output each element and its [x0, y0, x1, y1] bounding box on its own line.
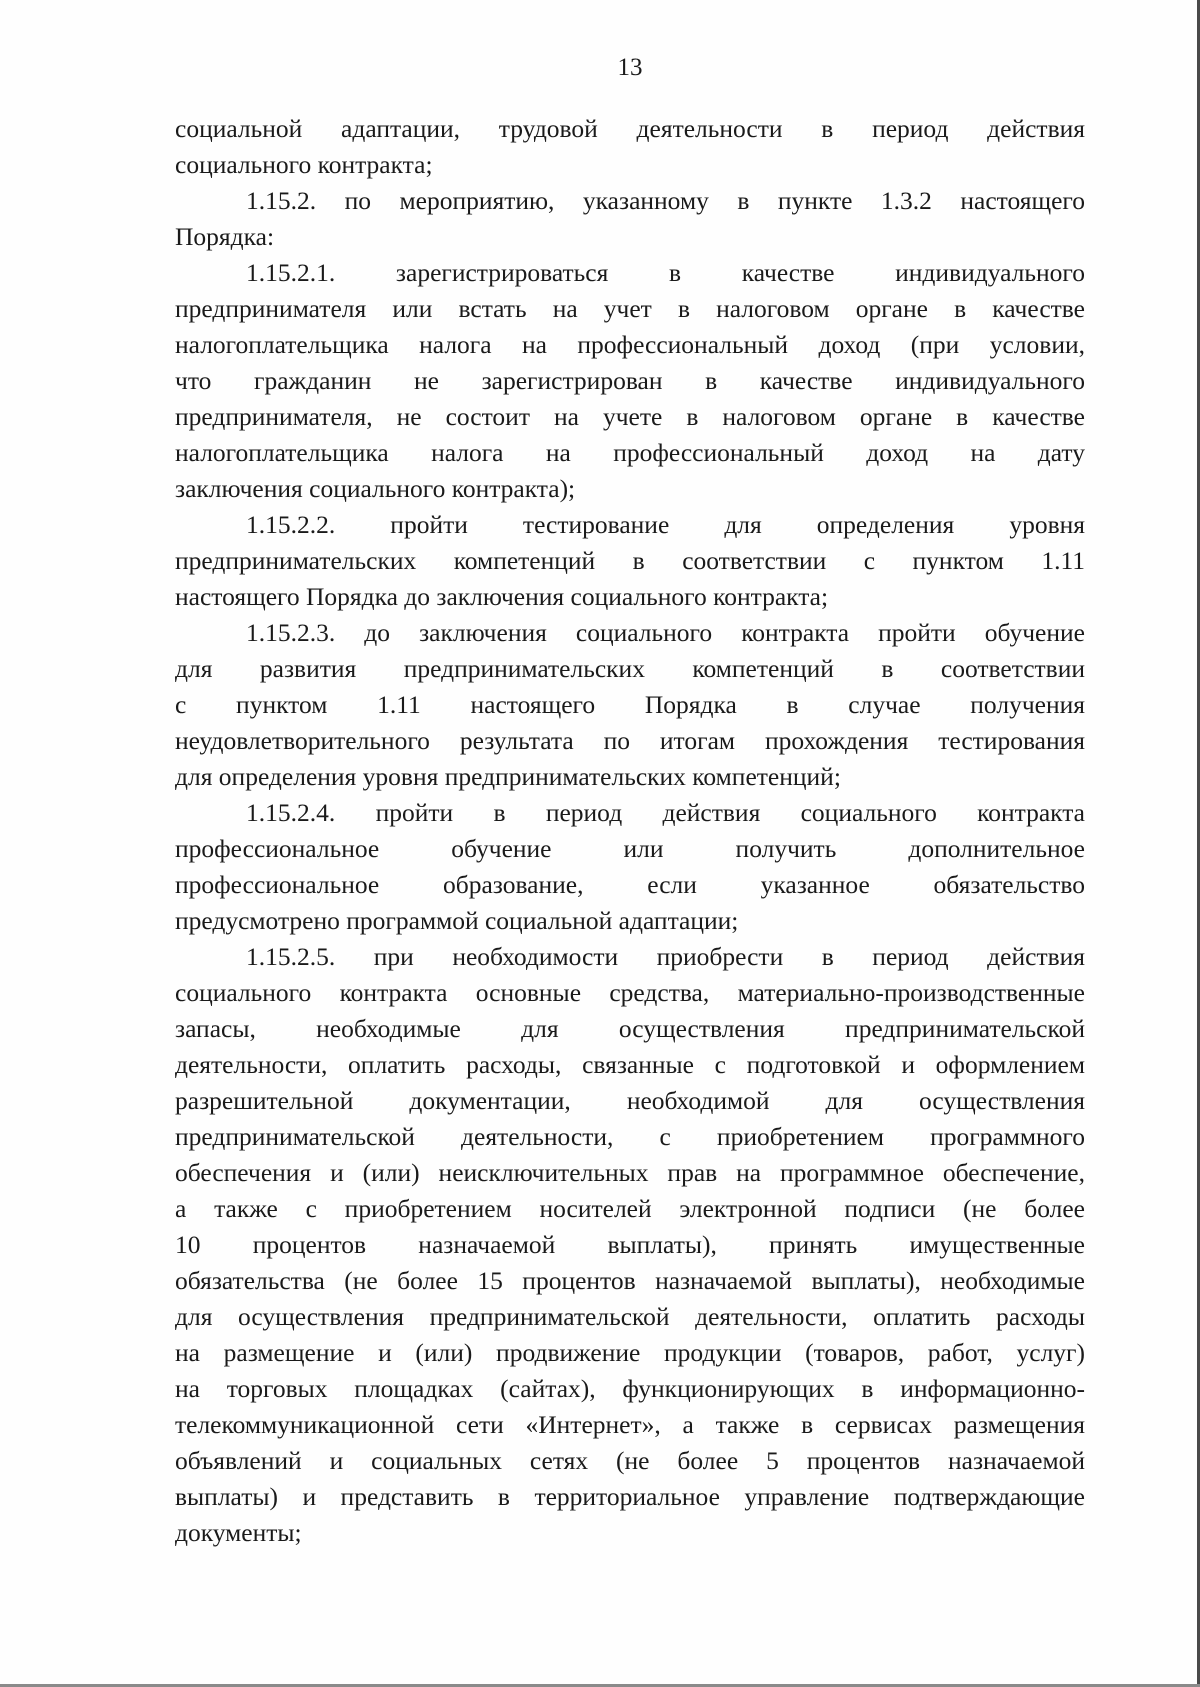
paragraph-line: социального контракта; [175, 150, 433, 179]
paragraph-line: социальной адаптации, трудовой деятельности в период действия [175, 114, 1085, 143]
paragraph-first-line: 1.15.2.3. до заключения социального контракта пройти обучение [246, 618, 1085, 647]
paragraph-line: 10 процентов назначаемой выплаты), принять имущественные [175, 1230, 1085, 1259]
page-number: 13 [617, 54, 643, 81]
paragraph-line: что гражданин не зарегистрирован в качестве индивидуального [175, 366, 1085, 395]
paragraph-first-line: 1.15.2. по мероприятию, указанному в пункте 1.3.2 настоящего [246, 186, 1085, 215]
paragraph-line: налогоплательщика налога на профессиональный доход (при условии, [175, 330, 1085, 359]
paragraph-first-line: 1.15.2.4. пройти в период действия социального контракта [246, 798, 1085, 827]
paragraph-line: запасы, необходимые для осуществления предпринимательской [175, 1014, 1085, 1043]
paragraph-line: объявлений и социальных сетях (не более 5 процентов назначаемой [175, 1446, 1085, 1475]
paragraph-line: деятельности, оплатить расходы, связанные с подготовкой и оформлением [175, 1050, 1085, 1079]
paragraph-first-line: 1.15.2.2. пройти тестирование для определения уровня [246, 510, 1085, 539]
paragraph-line: для осуществления предпринимательской деятельности, оплатить расходы [175, 1302, 1085, 1331]
paragraph-line: выплаты) и представить в территориальное управление подтверждающие [175, 1482, 1085, 1511]
paragraph-line: предусмотрено программой социальной адаптации; [175, 906, 739, 935]
paragraph-line: социального контракта основные средства, материально-производственные [175, 978, 1085, 1007]
paragraph-line: предпринимательской деятельности, с приобретением программного [175, 1122, 1085, 1151]
paragraph-line: для определения уровня предпринимательских компетенций; [175, 762, 841, 791]
paragraph-line: настоящего Порядка до заключения социального контракта; [175, 582, 829, 611]
paragraph-line: предпринимателя, не состоит на учете в налоговом органе в качестве [175, 402, 1085, 431]
paragraph-line: предпринимателя или встать на учет в налоговом органе в качестве [175, 294, 1085, 323]
paragraph-line: а также с приобретением носителей электронной подписи (не более [175, 1194, 1085, 1223]
paragraph-first-line: 1.15.2.1. зарегистрироваться в качестве индивидуального [246, 258, 1085, 287]
paragraph-line: налогоплательщика налога на профессиональный доход на дату [175, 438, 1085, 467]
paragraph-first-line: 1.15.2.5. при необходимости приобрести в период действия [246, 942, 1085, 971]
paragraph-line: предпринимательских компетенций в соответствии с пунктом 1.11 [175, 546, 1085, 575]
paragraph-line: документы; [175, 1518, 302, 1547]
paragraph-line: неудовлетворительного результата по итогам прохождения тестирования [175, 726, 1085, 755]
paragraph-line: на торговых площадках (сайтах), функционирующих в информационно- [175, 1374, 1085, 1403]
paragraph-line: профессиональное обучение или получить дополнительное [175, 834, 1085, 863]
paragraph-line: Порядка: [175, 222, 275, 251]
document-body [175, 111, 1085, 1551]
paragraph-line: для развития предпринимательских компетенций в соответствии [175, 654, 1085, 683]
paragraph-line: заключения социального контракта); [175, 474, 576, 503]
paragraph-line: профессиональное образование, если указанное обязательство [175, 870, 1085, 899]
paragraph-line: с пунктом 1.11 настоящего Порядка в случае получения [175, 690, 1085, 719]
paragraph-line: обязательства (не более 15 процентов назначаемой выплаты), необходимые [175, 1266, 1085, 1295]
paragraph-line: обеспечения и (или) неисключительных прав на программное обеспечение, [175, 1158, 1085, 1187]
paragraph-line: разрешительной документации, необходимой для осуществления [175, 1086, 1085, 1115]
paragraph-line: на размещение и (или) продвижение продукции (товаров, работ, услуг) [175, 1338, 1085, 1367]
paragraph-line: телекоммуникационной сети «Интернет», а также в сервисах размещения [175, 1410, 1085, 1439]
